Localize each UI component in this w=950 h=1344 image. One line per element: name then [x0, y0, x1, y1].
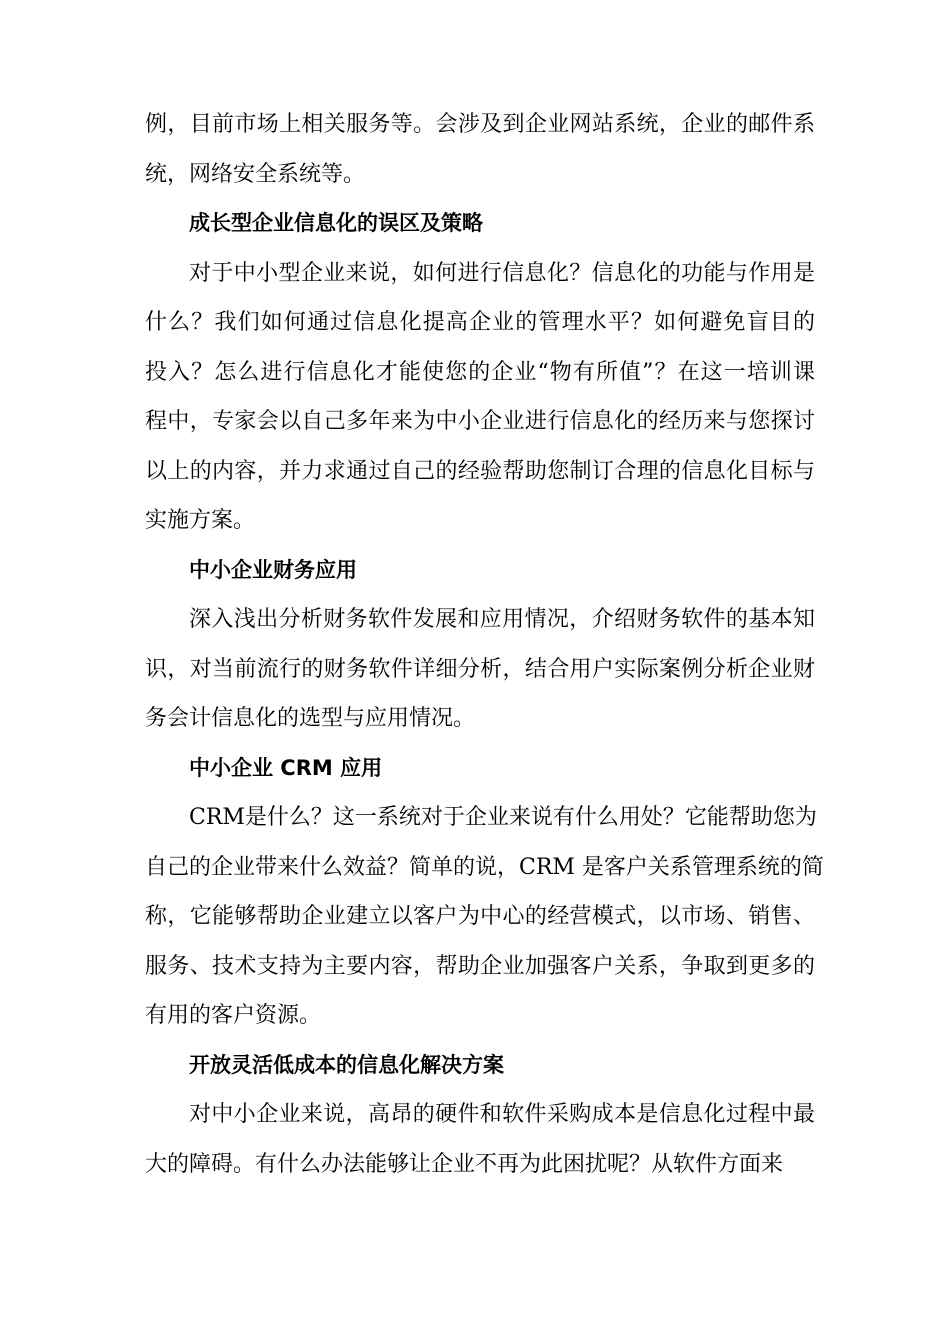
- body-line: 统，网络安全系统等。: [145, 161, 366, 187]
- body-line: 程中，专家会以自己多年来为中小企业进行信息化的经历来与您探讨: [145, 409, 815, 434]
- body-line: CRM是什么？这一系统对于企业来说有什么用处？它能帮助您为: [189, 805, 817, 830]
- section-heading: 开放灵活低成本的信息化解决方案: [189, 1052, 504, 1077]
- body-line: 深入浅出分析财务软件发展和应用情况，介绍财务软件的基本知: [189, 607, 815, 632]
- section-heading: 成长型企业信息化的误区及策略: [189, 211, 483, 235]
- body-line: 什么？我们如何通过信息化提高企业的管理水平？如何避免盲目的: [145, 310, 815, 335]
- document-body: [145, 100, 824, 1189]
- body-line: 服务、技术支持为主要内容，帮助企业加强客户关系，争取到更多的: [145, 953, 815, 979]
- body-line: 大的障碍。有什么办法能够让企业不再为此困扰呢？从软件方面来: [145, 1151, 784, 1177]
- section-heading: 中小企业财务应用: [189, 557, 357, 582]
- body-line: 对于中小型企业来说，如何进行信息化？信息化的功能与作用是: [189, 260, 815, 286]
- body-line: 有用的客户资源。: [145, 1003, 322, 1028]
- body-line: 识，对当前流行的财务软件详细分析，结合用户实际案例分析企业财: [145, 656, 815, 682]
- body-line: 务会计信息化的选型与应用情况。: [145, 706, 476, 731]
- body-line: 实施方案。: [145, 508, 256, 533]
- body-line: 以上的内容，并力求通过自己的经验帮助您制订合理的信息化目标与: [145, 458, 815, 484]
- body-line: 投入？怎么进行信息化才能使您的企业“物有所值”？在这一培训课: [145, 359, 815, 385]
- section-heading: 中小企业 CRM 应用: [189, 755, 383, 780]
- body-line: 自己的企业带来什么效益？简单的说，CRM 是客户关系管理系统的简: [145, 854, 824, 880]
- body-line: 称，它能够帮助企业建立以客户为中心的经营模式，以市场、销售、: [145, 904, 815, 929]
- body-line: 例，目前市场上相关服务等。会涉及到企业网站系统，企业的邮件系: [145, 112, 815, 137]
- body-line: 对中小企业来说，高昂的硬件和软件采购成本是信息化过程中最: [189, 1102, 815, 1127]
